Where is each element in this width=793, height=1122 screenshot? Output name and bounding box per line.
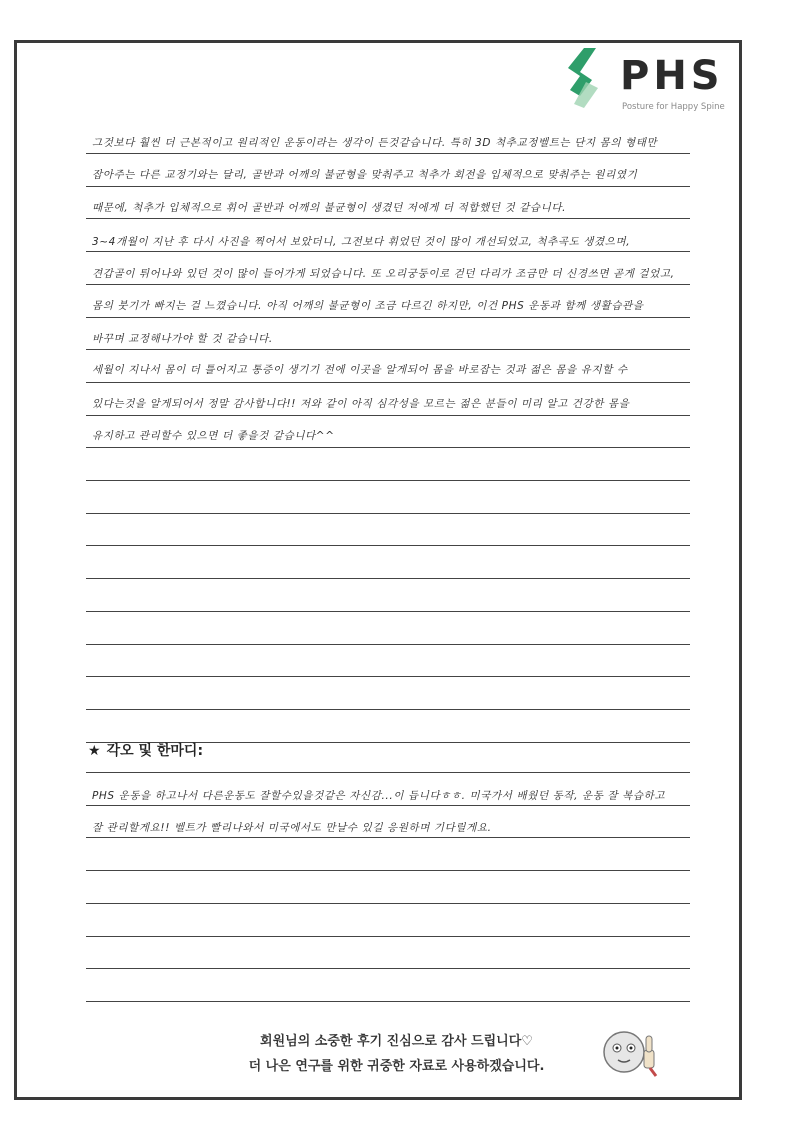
ruled-line	[86, 903, 690, 904]
review-line: 유지하고 관리할수 있으면 더 좋을것 같습니다^^	[92, 430, 335, 442]
logo-tagline: Posture for Happy Spine	[622, 102, 725, 112]
review-line: 때문에, 척추가 입체적으로 휘어 골반과 어깨의 불균형이 생겼던 저에게 더 적합했던 것 같습니다.	[92, 202, 567, 214]
review-line: 몸의 붓기가 빠지는 걸 느꼈습니다. 아직 어깨의 불균형이 조금 다르긴 하지만, 이건 PHS 운동과 함께 생활습관을	[92, 300, 644, 312]
review-line: 잡아주는 다른 교정기와는 달리, 골반과 어깨의 불균형을 맞춰주고 척추가 회전을 입체적으로 맞춰주는 원리였기	[92, 169, 638, 181]
ruled-line	[86, 349, 690, 350]
ruled-line	[86, 545, 690, 546]
ruled-line	[86, 480, 690, 481]
ruled-line	[86, 1001, 690, 1002]
ruled-line	[86, 805, 690, 806]
logo-brand: PHS	[620, 53, 724, 99]
footer-note: 더 나은 연구를 위한 귀중한 자료로 사용하겠습니다.	[248, 1059, 545, 1074]
comment-line: 잘 관리할게요!! 벨트가 빨리나와서 미국에서도 만날수 있길 응원하며 기다릴게요.	[92, 822, 492, 834]
ruled-line	[86, 513, 690, 514]
ruled-line	[86, 415, 690, 416]
ruled-line	[86, 578, 690, 579]
ruled-line	[86, 709, 690, 710]
ruled-line	[86, 284, 690, 285]
ruled-line	[86, 382, 690, 383]
review-line: 세월이 지나서 몸이 더 틀어지고 통증이 생기기 전에 이곳을 알게되어 몸을 바로잡는 것과 젊은 몸을 유지할 수	[92, 364, 628, 376]
ruled-line	[86, 676, 690, 677]
section-title: 각오 및 한마디:	[106, 743, 204, 759]
ruled-line	[86, 186, 690, 187]
ruled-line	[86, 611, 690, 612]
ruled-line	[86, 218, 690, 219]
phs-logo-mark-icon	[562, 46, 612, 112]
ruled-line	[86, 153, 690, 154]
section-heading	[88, 740, 203, 760]
footer-thanks: 회원님의 소중한 후기 진심으로 감사 드립니다♡	[260, 1034, 533, 1049]
ruled-line	[86, 837, 690, 838]
phs-logo	[562, 46, 742, 116]
review-line: 있다는것을 알게되어서 정말 감사합니다!! 저와 같이 아직 심각성을 모르는 젊은 분들이 미리 알고 건강한 몸을	[92, 398, 630, 410]
ruled-line	[86, 251, 690, 252]
ruled-line	[86, 772, 690, 773]
ruled-line	[86, 644, 690, 645]
review-line: 바꾸며 교정해나가야 할 것 같습니다.	[92, 333, 273, 345]
ruled-line	[86, 936, 690, 937]
ruled-line	[86, 317, 690, 318]
thumbs-up-mascot-icon	[600, 1022, 662, 1078]
review-line: 그것보다 훨씬 더 근본적이고 원리적인 운동이라는 생각이 든것같습니다. 특히 3D 척추교정벨트는 단지 몸의 형태만	[92, 137, 658, 149]
review-line: 견갑골이 튀어나와 있던 것이 많이 들어가게 되었습니다. 또 오리궁둥이로 걷던 다리가 조금만 더 신경쓰면 곧게 걸었고,	[92, 268, 675, 280]
ruled-line	[86, 968, 690, 969]
ruled-line	[86, 447, 690, 448]
review-line: 3~4개월이 지난 후 다시 사진을 찍어서 보았더니, 그전보다 휘었던 것이 많이 개선되었고, 척추곡도 생겼으며,	[92, 236, 631, 248]
star-icon: ★	[88, 743, 101, 759]
page-frame	[14, 40, 742, 1100]
ruled-line	[86, 870, 690, 871]
comment-line: PHS 운동을 하고나서 다른운동도 잘할수있을것같은 자신감...이 듭니다ㅎㅎ. 미국가서 배웠던 동작, 운동 잘 복습하고	[92, 790, 666, 802]
